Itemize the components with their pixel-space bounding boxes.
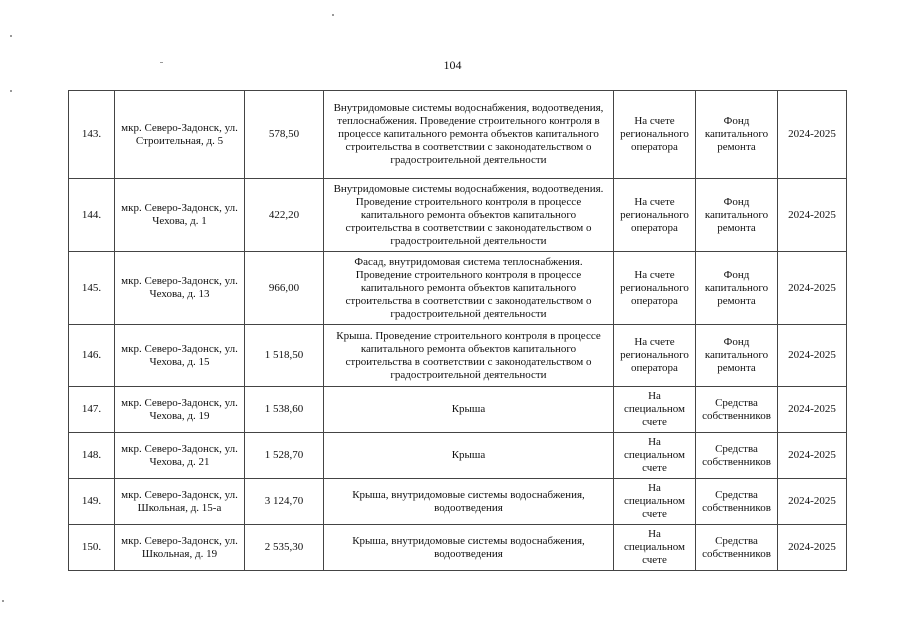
repair-program-table (68, 90, 847, 571)
repair-works: Внутридомовые системы водоснабжения, водоотведения, теплоснабжения. Проведение строительного контроля в процессе капитального ремонта объектов капитального строительства в соответствии с законодательством о градостроительной деятельности (324, 91, 614, 179)
table-row (69, 252, 847, 325)
repair-period: 2024-2025 (778, 91, 847, 179)
table-row (69, 433, 847, 479)
repair-period: 2024-2025 (778, 525, 847, 571)
scan-speck (160, 62, 163, 63)
funding-source: Фонд капитального ремонта (696, 91, 778, 179)
scan-speck (332, 14, 334, 16)
house-address: мкр. Северо-Задонск, ул. Школьная, д. 15-а (115, 479, 245, 525)
row-number: 149. (69, 479, 115, 525)
house-area: 966,00 (245, 252, 324, 325)
row-number: 148. (69, 433, 115, 479)
table-body (69, 91, 847, 571)
funding-source: Средства собственников (696, 525, 778, 571)
house-area: 578,50 (245, 91, 324, 179)
repair-period: 2024-2025 (778, 179, 847, 252)
table-row (69, 91, 847, 179)
fund-method: На специальном счете (614, 525, 696, 571)
house-area: 3 124,70 (245, 479, 324, 525)
row-number: 146. (69, 325, 115, 387)
house-area: 1 518,50 (245, 325, 324, 387)
house-address: мкр. Северо-Задонск, ул. Чехова, д. 21 (115, 433, 245, 479)
house-area: 1 528,70 (245, 433, 324, 479)
table-row (69, 479, 847, 525)
repair-works: Внутридомовые системы водоснабжения, водоотведения. Проведение строительного контроля в процессе капитального ремонта объектов капитального строительства в соответствии с законодательством о градостроительной деятельности (324, 179, 614, 252)
fund-method: На счете регионального оператора (614, 325, 696, 387)
house-address: мкр. Северо-Задонск, ул. Чехова, д. 1 (115, 179, 245, 252)
house-address: мкр. Северо-Задонск, ул. Чехова, д. 19 (115, 387, 245, 433)
repair-works: Крыша, внутридомовые системы водоснабжения, водоотведения (324, 525, 614, 571)
fund-method: На счете регионального оператора (614, 179, 696, 252)
page-number: 104 (443, 58, 462, 72)
table-row (69, 179, 847, 252)
funding-source: Средства собственников (696, 433, 778, 479)
scan-speck (10, 35, 12, 37)
house-address: мкр. Северо-Задонск, ул. Чехова, д. 13 (115, 252, 245, 325)
repair-works: Крыша (324, 433, 614, 479)
funding-source: Фонд капитального ремонта (696, 179, 778, 252)
fund-method: На счете регионального оператора (614, 252, 696, 325)
repair-period: 2024-2025 (778, 387, 847, 433)
repair-period: 2024-2025 (778, 252, 847, 325)
house-address: мкр. Северо-Задонск, ул. Строительная, д. 5 (115, 91, 245, 179)
fund-method: На специальном счете (614, 387, 696, 433)
repair-period: 2024-2025 (778, 325, 847, 387)
house-area: 2 535,30 (245, 525, 324, 571)
repair-works: Крыша (324, 387, 614, 433)
row-number: 144. (69, 179, 115, 252)
repair-works: Фасад, внутридомовая система теплоснабжения. Проведение строительного контроля в процессе капитального ремонта объектов капитального строительства в соответствии с законодательством о градостроительной деятельности (324, 252, 614, 325)
table-row (69, 525, 847, 571)
funding-source: Фонд капитального ремонта (696, 252, 778, 325)
house-area: 422,20 (245, 179, 324, 252)
repair-works: Крыша. Проведение строительного контроля в процессе капитального ремонта объектов капитального строительства в соответствии с законодательством о градостроительной деятельности (324, 325, 614, 387)
repair-period: 2024-2025 (778, 479, 847, 525)
fund-method: На специальном счете (614, 479, 696, 525)
house-area: 1 538,60 (245, 387, 324, 433)
row-number: 150. (69, 525, 115, 571)
funding-source: Фонд капитального ремонта (696, 325, 778, 387)
row-number: 145. (69, 252, 115, 325)
house-address: мкр. Северо-Задонск, ул. Школьная, д. 19 (115, 525, 245, 571)
table-row (69, 387, 847, 433)
fund-method: На счете регионального оператора (614, 91, 696, 179)
scan-speck (10, 90, 12, 92)
table-row (69, 325, 847, 387)
row-number: 147. (69, 387, 115, 433)
scan-speck (2, 600, 4, 602)
repair-period: 2024-2025 (778, 433, 847, 479)
house-address: мкр. Северо-Задонск, ул. Чехова, д. 15 (115, 325, 245, 387)
funding-source: Средства собственников (696, 479, 778, 525)
row-number: 143. (69, 91, 115, 179)
funding-source: Средства собственников (696, 387, 778, 433)
fund-method: На специальном счете (614, 433, 696, 479)
repair-works: Крыша, внутридомовые системы водоснабжения, водоотведения (324, 479, 614, 525)
